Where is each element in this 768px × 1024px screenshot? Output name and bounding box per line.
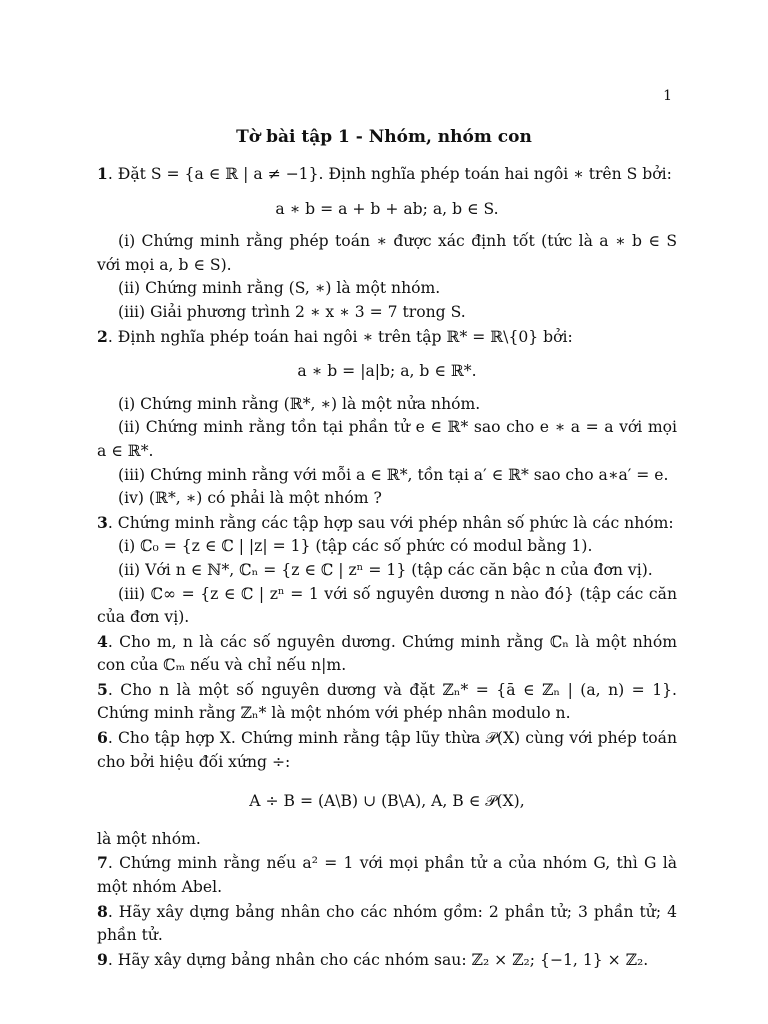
exercise-2: 2. Định nghĩa phép toán hai ngôi ∗ trên tập ℝ* = ℝ\{0} bởi: bbox=[97, 326, 573, 346]
equation: a ∗ b = a + b + ab; a, b ∈ S. bbox=[275, 199, 499, 218]
sub-item: (ii) Chứng minh rằng tồn tại phần tử e ∈ ℝ* sao cho e ∗ a = a với mọi a ∈ ℝ*. bbox=[97, 418, 677, 460]
sub-item: (ii) Với n ∈ ℕ*, ℂₙ = {z ∈ ℂ | zⁿ = 1} (tập các căn bậc n của đơn vị). bbox=[118, 560, 653, 579]
sub-item: (iv) (ℝ*, ∗) có phải là một nhóm ? bbox=[118, 489, 382, 508]
exercise-7: 7. Chứng minh rằng nếu a² = 1 với mọi phần tử a của nhóm G, thì G là một nhóm Abel. bbox=[97, 853, 677, 897]
exercise-8: 8. Hãy xây dựng bảng nhân cho các nhóm gồm: 2 phần tử; 3 phần tử; 4 phần tử. bbox=[97, 901, 677, 945]
sub-item: (i) ℂ₀ = {z ∈ ℂ | |z| = 1} (tập các số phức có modul bằng 1). bbox=[118, 537, 593, 556]
equation: a ∗ b = |a|b; a, b ∈ ℝ*. bbox=[297, 362, 477, 381]
plain-text: là một nhóm. bbox=[97, 829, 201, 848]
exercise-6: 6. Cho tập hợp X. Chứng minh rằng tập lũy thừa 𝒫(X) cùng với phép toán cho bởi hiệu đối xứng ÷: bbox=[97, 728, 677, 771]
sub-item: (i) Chứng minh rằng (ℝ*, ∗) là một nửa nhóm. bbox=[118, 394, 481, 413]
sub-item: (iii) Giải phương trình 2 ∗ x ∗ 3 = 7 trong S. bbox=[118, 302, 466, 321]
page-number: 1 bbox=[663, 88, 672, 104]
exercise-5: 5. Cho n là một số nguyên dương và đặt ℤₙ* = {ā ∈ ℤₙ | (a, n) = 1}. Chứng minh rằng ℤₙ* là một nhóm với phép nhân modulo n. bbox=[97, 679, 677, 723]
exercise-9: 9. Hãy xây dựng bảng nhân cho các nhóm sau: ℤ₂ × ℤ₂; {−1, 1} × ℤ₂. bbox=[97, 949, 649, 969]
exercise-3: 3. Chứng minh rằng các tập hợp sau với phép nhân số phức là các nhóm: bbox=[97, 512, 674, 532]
exercise-4: 4. Cho m, n là các số nguyên dương. Chứng minh rằng ℂₙ là một nhóm con của ℂₘ nếu và chỉ nếu n|m. bbox=[97, 631, 677, 675]
sub-item: (iii) Chứng minh rằng với mỗi a ∈ ℝ*, tồn tại a′ ∈ ℝ* sao cho a∗a′ = e. bbox=[118, 465, 669, 484]
exercise-1: 1. Đặt S = {a ∈ ℝ | a ≠ −1}. Định nghĩa phép toán hai ngôi ∗ trên S bởi: bbox=[97, 164, 672, 183]
sub-item: (i) Chứng minh rằng phép toán ∗ được xác định tốt (tức là a ∗ b ∈ S với mọi a, b ∈ S). bbox=[97, 232, 677, 274]
exercise-body bbox=[97, 162, 677, 972]
equation: A ÷ B = (A\B) ∪ (B\A), A, B ∈ 𝒫(X), bbox=[249, 792, 525, 811]
document-title: Tờ bài tập 1 - Nhóm, nhóm con bbox=[236, 127, 532, 147]
sub-item: (ii) Chứng minh rằng (S, ∗) là một nhóm. bbox=[118, 279, 441, 298]
sub-item: (iii) ℂ∞ = {z ∈ ℂ | zⁿ = 1 với số nguyên dương n nào đó} (tập các căn của đơn vị). bbox=[97, 584, 677, 627]
